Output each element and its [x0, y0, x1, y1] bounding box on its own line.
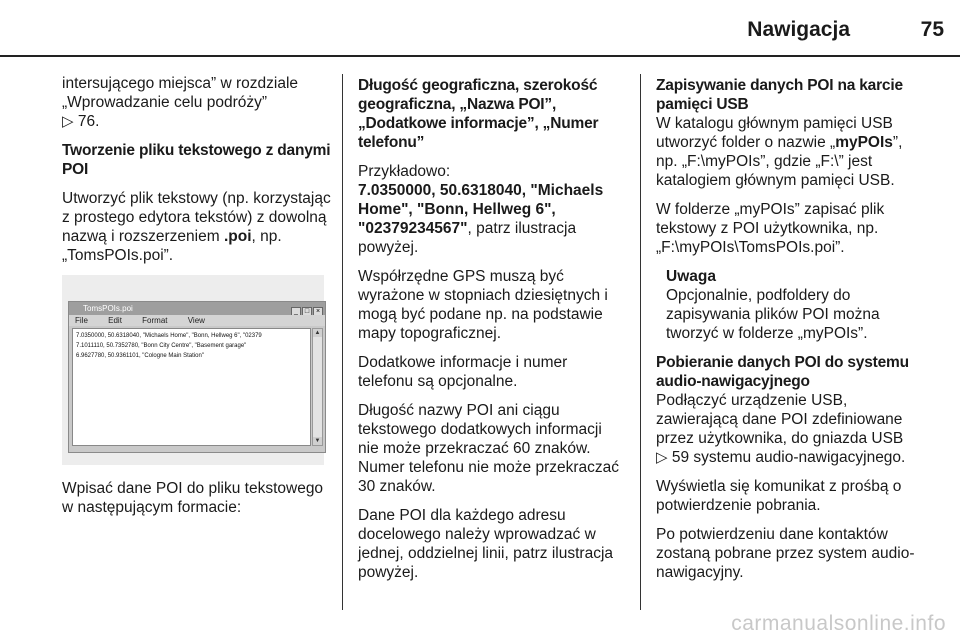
text: „Wprowadzanie celu podróży”: [62, 94, 268, 111]
close-icon: ×: [313, 307, 323, 317]
text: Utworzyć plik tekstowy (np. korzystając z prostego edytora tekstów) z dowolną nazwą i rozszerzeniem: [62, 190, 331, 245]
paragraph: Dane POI dla każdego adresu docelowego należy wprowadzać w jednej, oddzielnej linii, patrz ilustracja powyżej.: [358, 507, 614, 581]
notepad-screenshot: [62, 275, 324, 465]
text-line: 6.9627780, 50.9361101, "Cologne Main Station": [76, 353, 204, 359]
column-2: [358, 76, 626, 592]
section-block: [656, 76, 926, 190]
paragraph: Wyświetla się komunikat z prośbą o potwierdzenie pobrania.: [656, 478, 902, 514]
paragraph: [62, 74, 334, 131]
text: intersującego miejsca” w rozdziale: [62, 75, 299, 92]
page-title: Nawigacja: [747, 18, 850, 41]
window-title: TomsPOIs.poi: [83, 304, 133, 313]
note-title: Uwaga: [666, 268, 716, 285]
column-divider: [342, 74, 343, 610]
page-number: 75: [920, 18, 944, 41]
text: Przykładowo:: [358, 163, 451, 180]
paragraph: Po potwierdzeniu dane kontaktów zostaną pobrane przez system audio-nawigacyjny.: [656, 526, 915, 581]
menu-item: Edit: [108, 316, 122, 325]
header-divider: [0, 55, 960, 57]
scroll-down-icon: ▼: [314, 438, 321, 444]
column-divider: [640, 74, 641, 610]
page-reference[interactable]: 59 systemu audio-nawigacyjnego.: [671, 449, 906, 466]
text: .poi: [223, 228, 252, 245]
note-text: Opcjonalnie, podfoldery do zapisywania plików POI można tworzyć w folderze „myPOIs”.: [666, 287, 880, 342]
text: ”, np. „F:\myPOIs”, gdzie „F:\” jest katalogiem głównym pamięci USB.: [656, 134, 903, 189]
column-3: [656, 76, 926, 592]
section-heading: Zapisywanie danych POI na karcie pamięci USB: [656, 77, 903, 113]
column-1: [62, 74, 334, 527]
section-heading: Pobieranie danych POI do systemu audio-nawigacyjnego: [656, 354, 909, 390]
text: , patrz ilustracja powyżej.: [358, 220, 577, 256]
text: Podłączyć urządzenie USB, zawierającą dane POI zdefiniowane przez użytkownika, do gniazda USB: [656, 392, 904, 447]
text: myPOIs: [835, 134, 893, 151]
text: W katalogu głównym pamięci USB utworzyć folder o nazwie „: [656, 115, 893, 151]
note-block: [666, 267, 926, 343]
paragraph: Wpisać dane POI do pliku tekstowego w następującym formacie:: [62, 480, 324, 516]
scroll-up-icon: ▲: [314, 330, 321, 336]
page-reference[interactable]: 76.: [77, 113, 100, 130]
paragraph: [62, 189, 334, 265]
window-menubar: [69, 315, 325, 326]
watermark: carmanualsonline.info: [731, 612, 946, 635]
text: , np. „TomsPOIs.poi”.: [62, 228, 282, 264]
page-reference-arrow-icon: ▷: [656, 449, 668, 466]
paragraph: W folderze „myPOIs” zapisać plik tekstowy z POI użytkownika, np. „F:\myPOIs\TomsPOIs.poi”.: [656, 201, 885, 256]
maximize-icon: □: [302, 307, 312, 317]
paragraph: Współrzędne GPS muszą być wyrażone w stopniach dziesiętnych i mogą być podane np. na podstawie mapy topograficznej.: [358, 268, 608, 342]
notepad-window: [68, 301, 326, 453]
paragraph: [358, 162, 626, 257]
paragraph: Długość nazwy POI ani ciągu tekstowego dodatkowych informacji nie może przekraczać 60 znaków. Numer telefonu nie może przekraczać 30 znaków.: [358, 402, 620, 495]
section-block: [656, 353, 926, 467]
menu-item: View: [187, 316, 205, 325]
text-area: [72, 328, 311, 446]
paragraph: Dodatkowe informacje i numer telefonu są opcjonalne.: [358, 354, 568, 390]
scrollbar: [312, 328, 323, 446]
text-line: 7.0350000, 50.6318040, "Michaels Home", "Bonn, Hellweg 6", "02379: [76, 333, 262, 339]
section-heading: Długość geograficzna, szerokość geograficzna, „Nazwa POI”, „Dodatkowe informacje”, „Numer telefonu”: [358, 77, 599, 151]
window-titlebar: [69, 302, 325, 315]
text-line: 7.1011110, 50.7352780, "Bonn City Centre", "Basement garage": [76, 343, 247, 349]
section-heading: Tworzenie pliku tekstowego z danymi POI: [62, 142, 331, 178]
menu-item: File: [75, 316, 88, 325]
menu-item: Format: [142, 316, 168, 325]
page-reference-arrow-icon: ▷: [62, 113, 74, 130]
minimize-icon: _: [291, 307, 301, 317]
text: 7.0350000, 50.6318040, "Michaels Home", "Bonn, Hellweg 6", "02379234567": [358, 182, 604, 237]
